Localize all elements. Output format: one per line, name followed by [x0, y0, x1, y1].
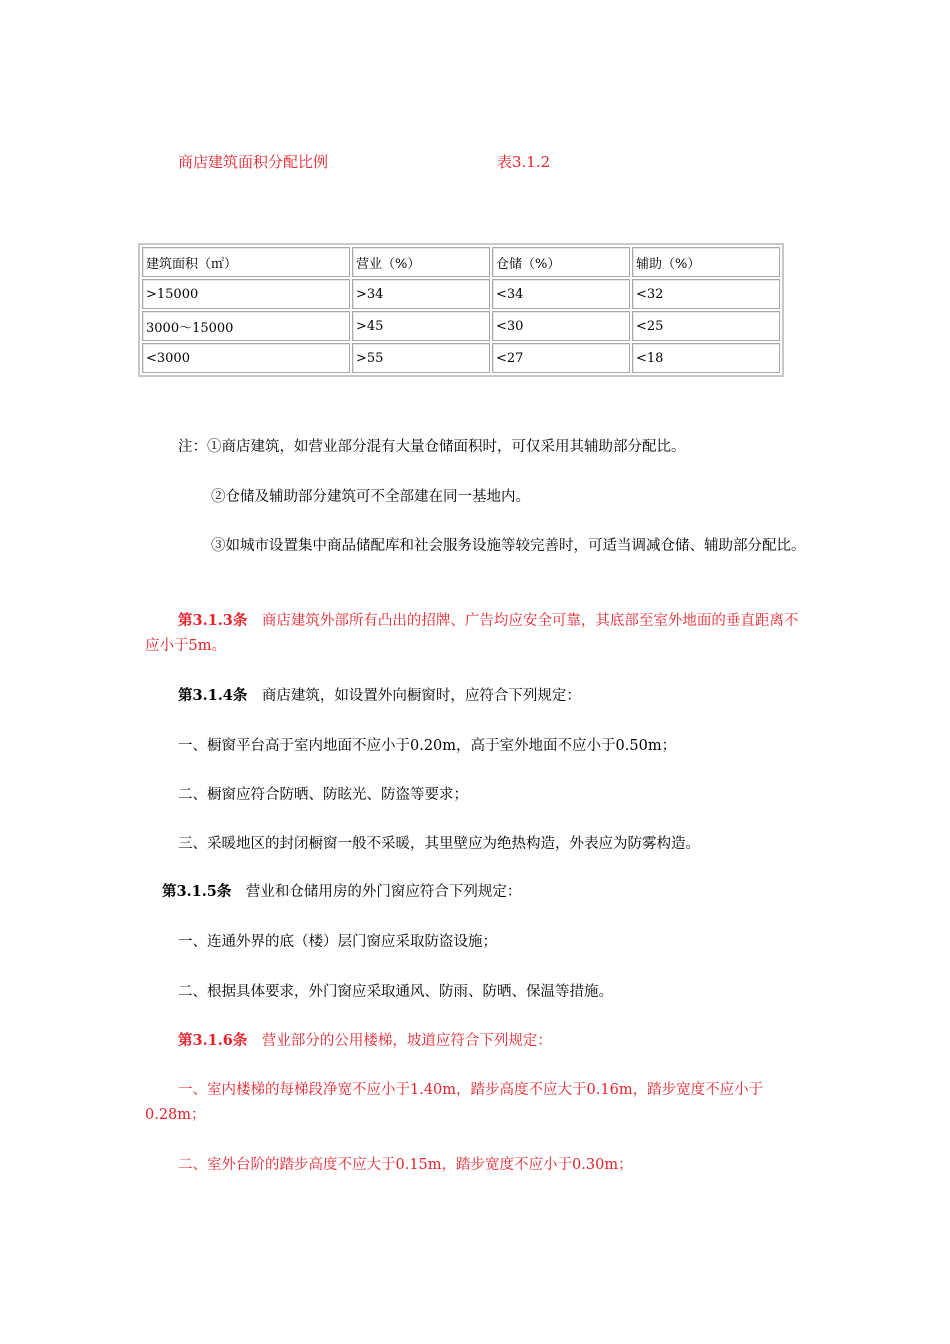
- article-item: 一、橱窗平台高于室内地面不应小于0.20m，高于室外地面不应小于0.50m；: [178, 738, 677, 754]
- article-label: 第3.1.6条: [178, 1032, 248, 1049]
- table-cell: <25: [632, 311, 780, 341]
- table-cell: <34: [492, 279, 630, 309]
- table-cell: >55: [352, 343, 490, 373]
- table-header-cell: 营业（%）: [352, 247, 490, 277]
- article-item: 二、橱窗应符合防晒、防眩光、防盗等要求；: [178, 787, 468, 803]
- article-item: 三、采暖地区的封闭橱窗一般不采暖，其里壁应为绝热构造，外表应为防雾构造。: [178, 836, 700, 852]
- table-row: [142, 343, 780, 373]
- article-text: 商店建筑，如设置外向橱窗时，应符合下列规定：: [261, 688, 581, 704]
- article-item: 一、连通外界的底（楼）层门窗应采取防盗设施；: [178, 934, 497, 950]
- table-row: [142, 279, 780, 309]
- article-3-1-5: [162, 880, 521, 901]
- table-header-cell: 辅助（%）: [632, 247, 780, 277]
- article-text: 营业和仓储用房的外门窗应符合下列规定：: [245, 884, 522, 900]
- article-3-1-6: [178, 1029, 552, 1050]
- article-label: 第3.1.4条: [178, 687, 248, 704]
- table-cell: >15000: [142, 279, 350, 309]
- table-caption-number: 表3.1.2: [497, 153, 551, 171]
- table-header-cell: 建筑面积（㎡）: [142, 247, 350, 277]
- note-1: 注：①商店建筑，如营业部分混有大量仓储面积时，可仅采用其辅助部分配比。: [178, 439, 686, 455]
- article-label: 第3.1.3条: [178, 612, 248, 629]
- area-allocation-table: [138, 243, 784, 377]
- note-2: ②仓储及辅助部分建筑可不全部建在同一基地内。: [211, 489, 530, 505]
- article-item: 二、根据具体要求，外门窗应采取通风、防雨、防晒、保温等措施。: [178, 984, 613, 1000]
- article-item: 二、室外台阶的踏步高度不应大于0.15m，踏步宽度不应小于0.30m；: [178, 1157, 633, 1173]
- table-cell: >34: [352, 279, 490, 309]
- table-cell: <18: [632, 343, 780, 373]
- table-row: [142, 311, 780, 341]
- table-caption-title: 商店建筑面积分配比例: [178, 153, 329, 171]
- article-item: 一、室内楼梯的每梯段净宽不应小于1.40m，踏步高度不应大于0.16m，踏步宽度不应小于0.28m；: [145, 1082, 764, 1123]
- table-cell: <27: [492, 343, 630, 373]
- article-3-1-3: [145, 608, 810, 659]
- table-header-cell: 仓储（%）: [492, 247, 630, 277]
- table-cell: >45: [352, 311, 490, 341]
- article-text: 营业部分的公用楼梯，坡道应符合下列规定：: [261, 1033, 552, 1049]
- table-header-row: [142, 247, 780, 277]
- table-cell: <32: [632, 279, 780, 309]
- article-label: 第3.1.5条: [162, 883, 232, 900]
- article-text: 商店建筑外部所有凸出的招牌、广告均应安全可靠，其底部至室外地面的垂直距离不应小于5m。: [145, 613, 799, 654]
- table-cell: <30: [492, 311, 630, 341]
- table-cell: 3000～15000: [142, 311, 350, 341]
- article-3-1-4: [178, 684, 581, 705]
- note-3: ③如城市设置集中商品储配库和社会服务设施等较完善时，可适当调减仓储、辅助部分配比。: [211, 538, 806, 554]
- table-cell: <3000: [142, 343, 350, 373]
